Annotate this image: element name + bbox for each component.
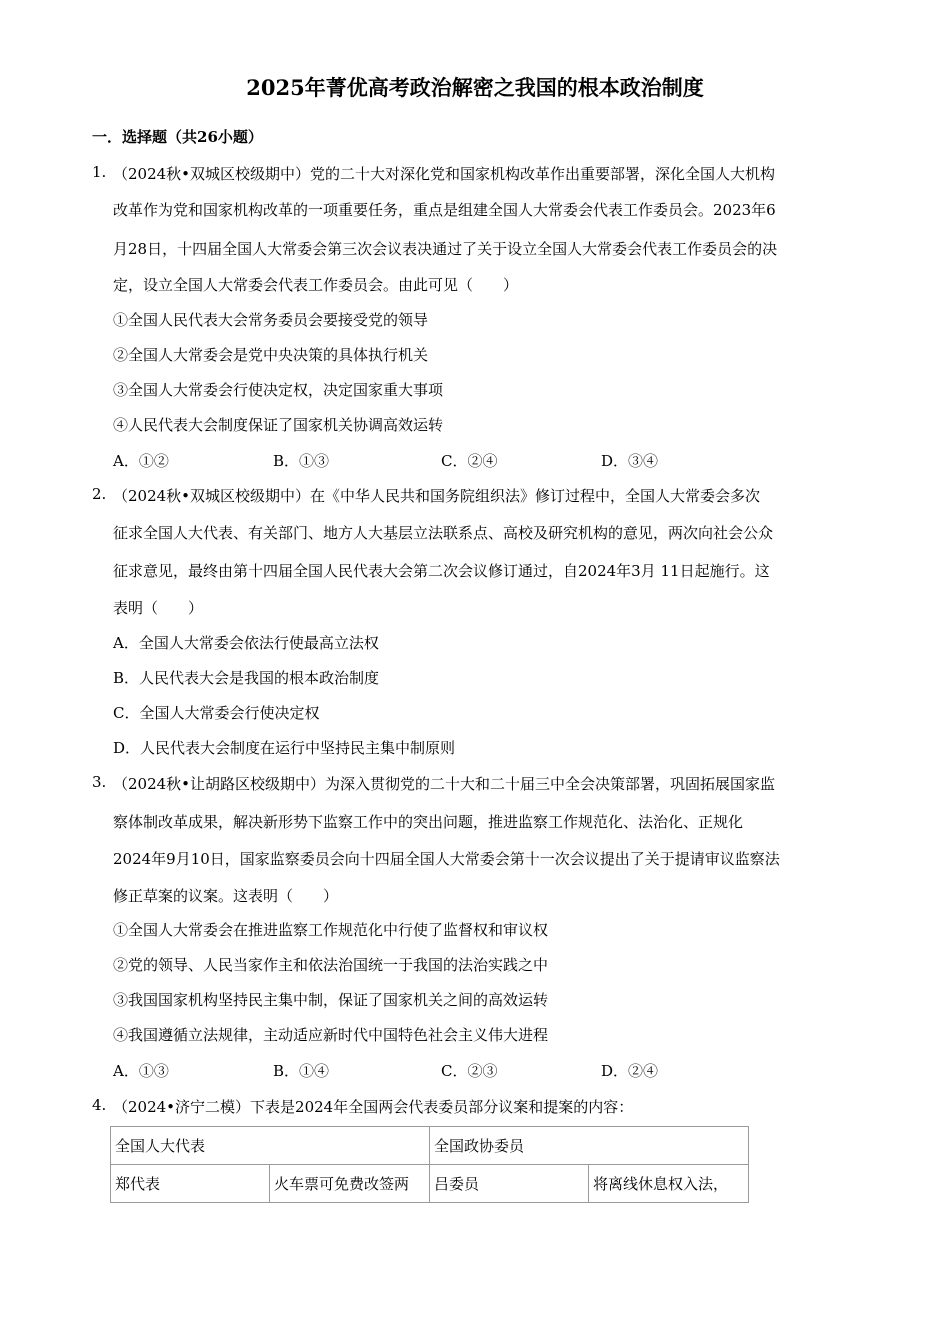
- option-b[interactable]: B．①③: [273, 452, 330, 470]
- question-stem-line: 征求意见，最终由第十四届全国人民代表大会第二次会议修订通过，自2024年3月 11日起施行。这: [113, 562, 770, 580]
- option-c[interactable]: C．全国人大常委会行使决定权: [113, 704, 320, 722]
- option-d[interactable]: D．人民代表大会制度在运行中坚持民主集中制原则: [113, 739, 456, 757]
- option-d[interactable]: D．②④: [601, 1062, 659, 1080]
- table-cell: 吕委员: [430, 1165, 589, 1203]
- table-header-cell: 全国政协委员: [430, 1127, 749, 1165]
- question-stem-line: 察体制改革成果，解决新形势下监察工作中的突出问题，推进监察工作规范化、法治化、正规化: [113, 813, 744, 831]
- question-stem-line: 征求全国人大代表、有关部门、地方人大基层立法联系点、高校及研究机构的意见，两次向社会公众: [113, 524, 774, 542]
- statement: ④人民代表大会制度保证了国家机关协调高效运转: [113, 416, 444, 434]
- question-stem-line: （2024秋•双城区校级期中）在《中华人民共和国务院组织法》修订过程中，全国人大常委会多次: [113, 487, 761, 505]
- statement: ④我国遵循立法规律，主动适应新时代中国特色社会主义伟大进程: [113, 1026, 549, 1044]
- answer-options: [113, 1060, 813, 1080]
- question-number: 4.: [92, 1096, 107, 1114]
- table-cell: 郑代表: [111, 1165, 270, 1203]
- question-number: 2.: [92, 485, 107, 503]
- table-cell: 将离线休息权入法，: [589, 1165, 749, 1203]
- question-stem-line: （2024秋•让胡路区校级期中）为深入贯彻党的二十大和二十届三中全会决策部署，巩固拓展国家监: [113, 775, 776, 793]
- question-stem-line: 修正草案的议案。这表明（ ）: [113, 887, 339, 905]
- question-stem-line: 2024年9月10日，国家监察委员会向十四届全国人大常委会第十一次会议提出了关于提请审议监察法: [113, 850, 780, 868]
- table-cell: 火车票可免费改签两: [270, 1165, 430, 1203]
- question-stem-line: 表明（ ）: [113, 599, 204, 617]
- answer-options: [113, 450, 813, 470]
- question-stem-line: （2024•济宁二模）下表是2024年全国两会代表委员部分议案和提案的内容：: [113, 1098, 634, 1116]
- option-b[interactable]: B．①④: [273, 1062, 330, 1080]
- option-c[interactable]: C．②④: [441, 452, 498, 470]
- statement: ③我国国家机构坚持民主集中制，保证了国家机关之间的高效运转: [113, 991, 549, 1009]
- question-number: 3.: [92, 773, 107, 791]
- option-a[interactable]: A．全国人大常委会依法行使最高立法权: [113, 634, 379, 652]
- proposal-table: [110, 1126, 749, 1203]
- statement: ③全国人大常委会行使决定权，决定国家重大事项: [113, 381, 444, 399]
- statement: ①全国人民代表大会常务委员会要接受党的领导: [113, 311, 429, 329]
- statement: ①全国人大常委会在推进监察工作规范化中行使了监督权和审议权: [113, 921, 549, 939]
- section-heading: 一．选择题（共26小题）: [92, 128, 263, 146]
- option-d[interactable]: D．③④: [601, 452, 659, 470]
- question-stem-line: （2024秋•双城区校级期中）党的二十大对深化党和国家机构改革作出重要部署，深化全国人大机构: [113, 165, 776, 183]
- option-a[interactable]: A．①③: [113, 1062, 169, 1080]
- question-number: 1.: [92, 163, 107, 181]
- statement: ②全国人大常委会是党中央决策的具体执行机关: [113, 346, 429, 364]
- option-b[interactable]: B．人民代表大会是我国的根本政治制度: [113, 669, 380, 687]
- question-stem-line: 月28日，十四届全国人大常委会第三次会议表决通过了关于设立全国人大常委会代表工作委员会的决: [113, 240, 778, 258]
- statement: ②党的领导、人民当家作主和依法治国统一于我国的法治实践之中: [113, 956, 549, 974]
- table-header-cell: 全国人大代表: [111, 1127, 430, 1165]
- table-row: [111, 1165, 749, 1203]
- table-header-row: [111, 1127, 749, 1165]
- page-title: 2025年菁优高考政治解密之我国的根本政治制度: [246, 75, 704, 100]
- option-a[interactable]: A．①②: [113, 452, 169, 470]
- question-stem-line: 定，设立全国人大常委会代表工作委员会。由此可见（ ）: [113, 276, 519, 294]
- option-c[interactable]: C．②③: [441, 1062, 498, 1080]
- question-stem-line: 改革作为党和国家机构改革的一项重要任务，重点是组建全国人大常委会代表工作委员会。2023年6: [113, 201, 776, 219]
